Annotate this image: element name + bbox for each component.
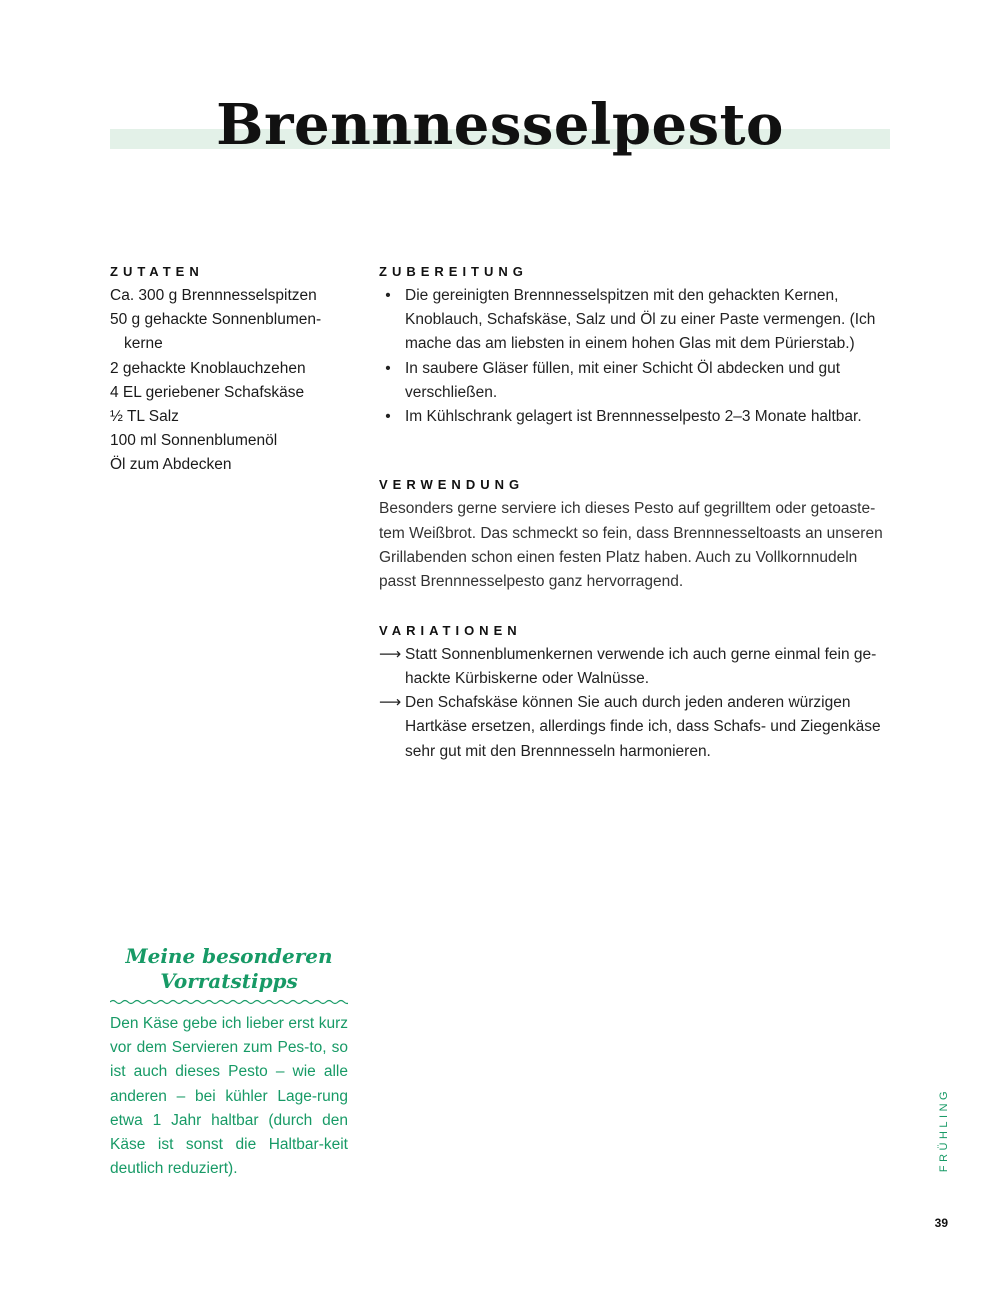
arrow-right-icon: ⟶ — [379, 645, 402, 663]
ingredients-section — [110, 262, 360, 478]
variation-item — [379, 691, 894, 764]
variations-list — [379, 643, 894, 764]
variations-heading: VARIATIONEN — [379, 622, 522, 638]
ingredient-item: ½ TL Salz — [110, 408, 179, 426]
preparation-step — [379, 357, 894, 405]
preparation-section — [379, 262, 894, 429]
tips-text: Den Käse gebe ich lieber erst kurz vor dem Servieren zum Pes-to, so ist auch dieses Pesto – wie alle anderen – bei kühler Lage-rung etwa 1 Jahr haltbar (durch den Käse ist sonst die Haltbar-keit deutlich reduziert). — [110, 1015, 348, 1178]
page-number: 39 — [934, 1216, 948, 1230]
bullet-icon: • — [385, 287, 391, 304]
preparation-step — [379, 405, 894, 429]
preparation-steps — [379, 284, 894, 429]
storage-tips-box — [110, 944, 348, 1181]
step-text: In saubere Gläser füllen, mit einer Schicht Öl abdecken und gut verschließen. — [405, 359, 841, 401]
wavy-divider-icon — [110, 998, 348, 1006]
ingredient-item: Öl zum Abdecken — [110, 456, 232, 474]
arrow-right-icon: ⟶ — [379, 694, 402, 712]
preparation-step — [379, 284, 894, 357]
usage-text: Besonders gerne serviere ich dieses Pesto auf gegrilltem oder getoaste-tem Weißbrot. Das schmeckt so fein, dass Brennnesseltoasts an unseren Grillabenden schon einen festen Platz haben. Auch zu Vollkornnudeln passt Brennnesselpesto ganz hervorragend. — [379, 500, 883, 591]
ingredient-item: 100 ml Sonnenblumenöl — [110, 432, 278, 450]
tips-title-line: Meine besonderen — [125, 944, 333, 968]
tips-title — [110, 944, 348, 994]
ingredient-item: 50 g gehackte Sonnenblumen-kerne — [110, 311, 322, 353]
variation-text: Den Schafskäse können Sie auch durch jeden anderen würzigen Hartkäse ersetzen, allerdings finde ich, dass Schafs- und Ziegenkäse sehr gut mit den Brennnesseln harmonieren. — [405, 694, 881, 760]
bullet-icon: • — [385, 408, 391, 426]
step-text: Die gereinigten Brennnesselspitzen mit den gehackten Kernen, Knoblauch, Schafskäse, Salz und Öl zu einer Paste vermengen. (Ich mache das am liebsten in einem hohen Glas mit dem Pürierstab.) — [405, 287, 876, 353]
ingredients-heading: ZUTATEN — [110, 264, 204, 279]
ingredient-item: 2 gehackte Knoblauchzehen — [110, 359, 306, 377]
preparation-heading: ZUBEREITUNG — [379, 264, 528, 279]
variation-item — [379, 643, 894, 691]
ingredient-item: 4 EL geriebener Schafskäse — [110, 383, 305, 401]
usage-section — [379, 475, 894, 595]
variations-section — [379, 621, 894, 764]
ingredient-item: Ca. 300 g Brennnesselspitzen — [110, 287, 317, 304]
section-label: FRÜHLING — [938, 1087, 950, 1173]
tips-title-line: Vorratstipps — [160, 969, 298, 993]
step-text: Im Kühlschrank gelagert ist Brennnesselpesto 2–3 Monate haltbar. — [405, 408, 862, 426]
usage-heading: VERWENDUNG — [379, 477, 525, 493]
main-column — [379, 262, 894, 764]
variation-text: Statt Sonnenblumenkernen verwende ich auch gerne einmal fein ge-hackte Kürbiskerne oder Walnüsse. — [405, 645, 877, 688]
ingredients-list — [110, 284, 360, 478]
page-title: Brennnesselpesto — [216, 92, 784, 158]
bullet-icon: • — [385, 359, 391, 377]
